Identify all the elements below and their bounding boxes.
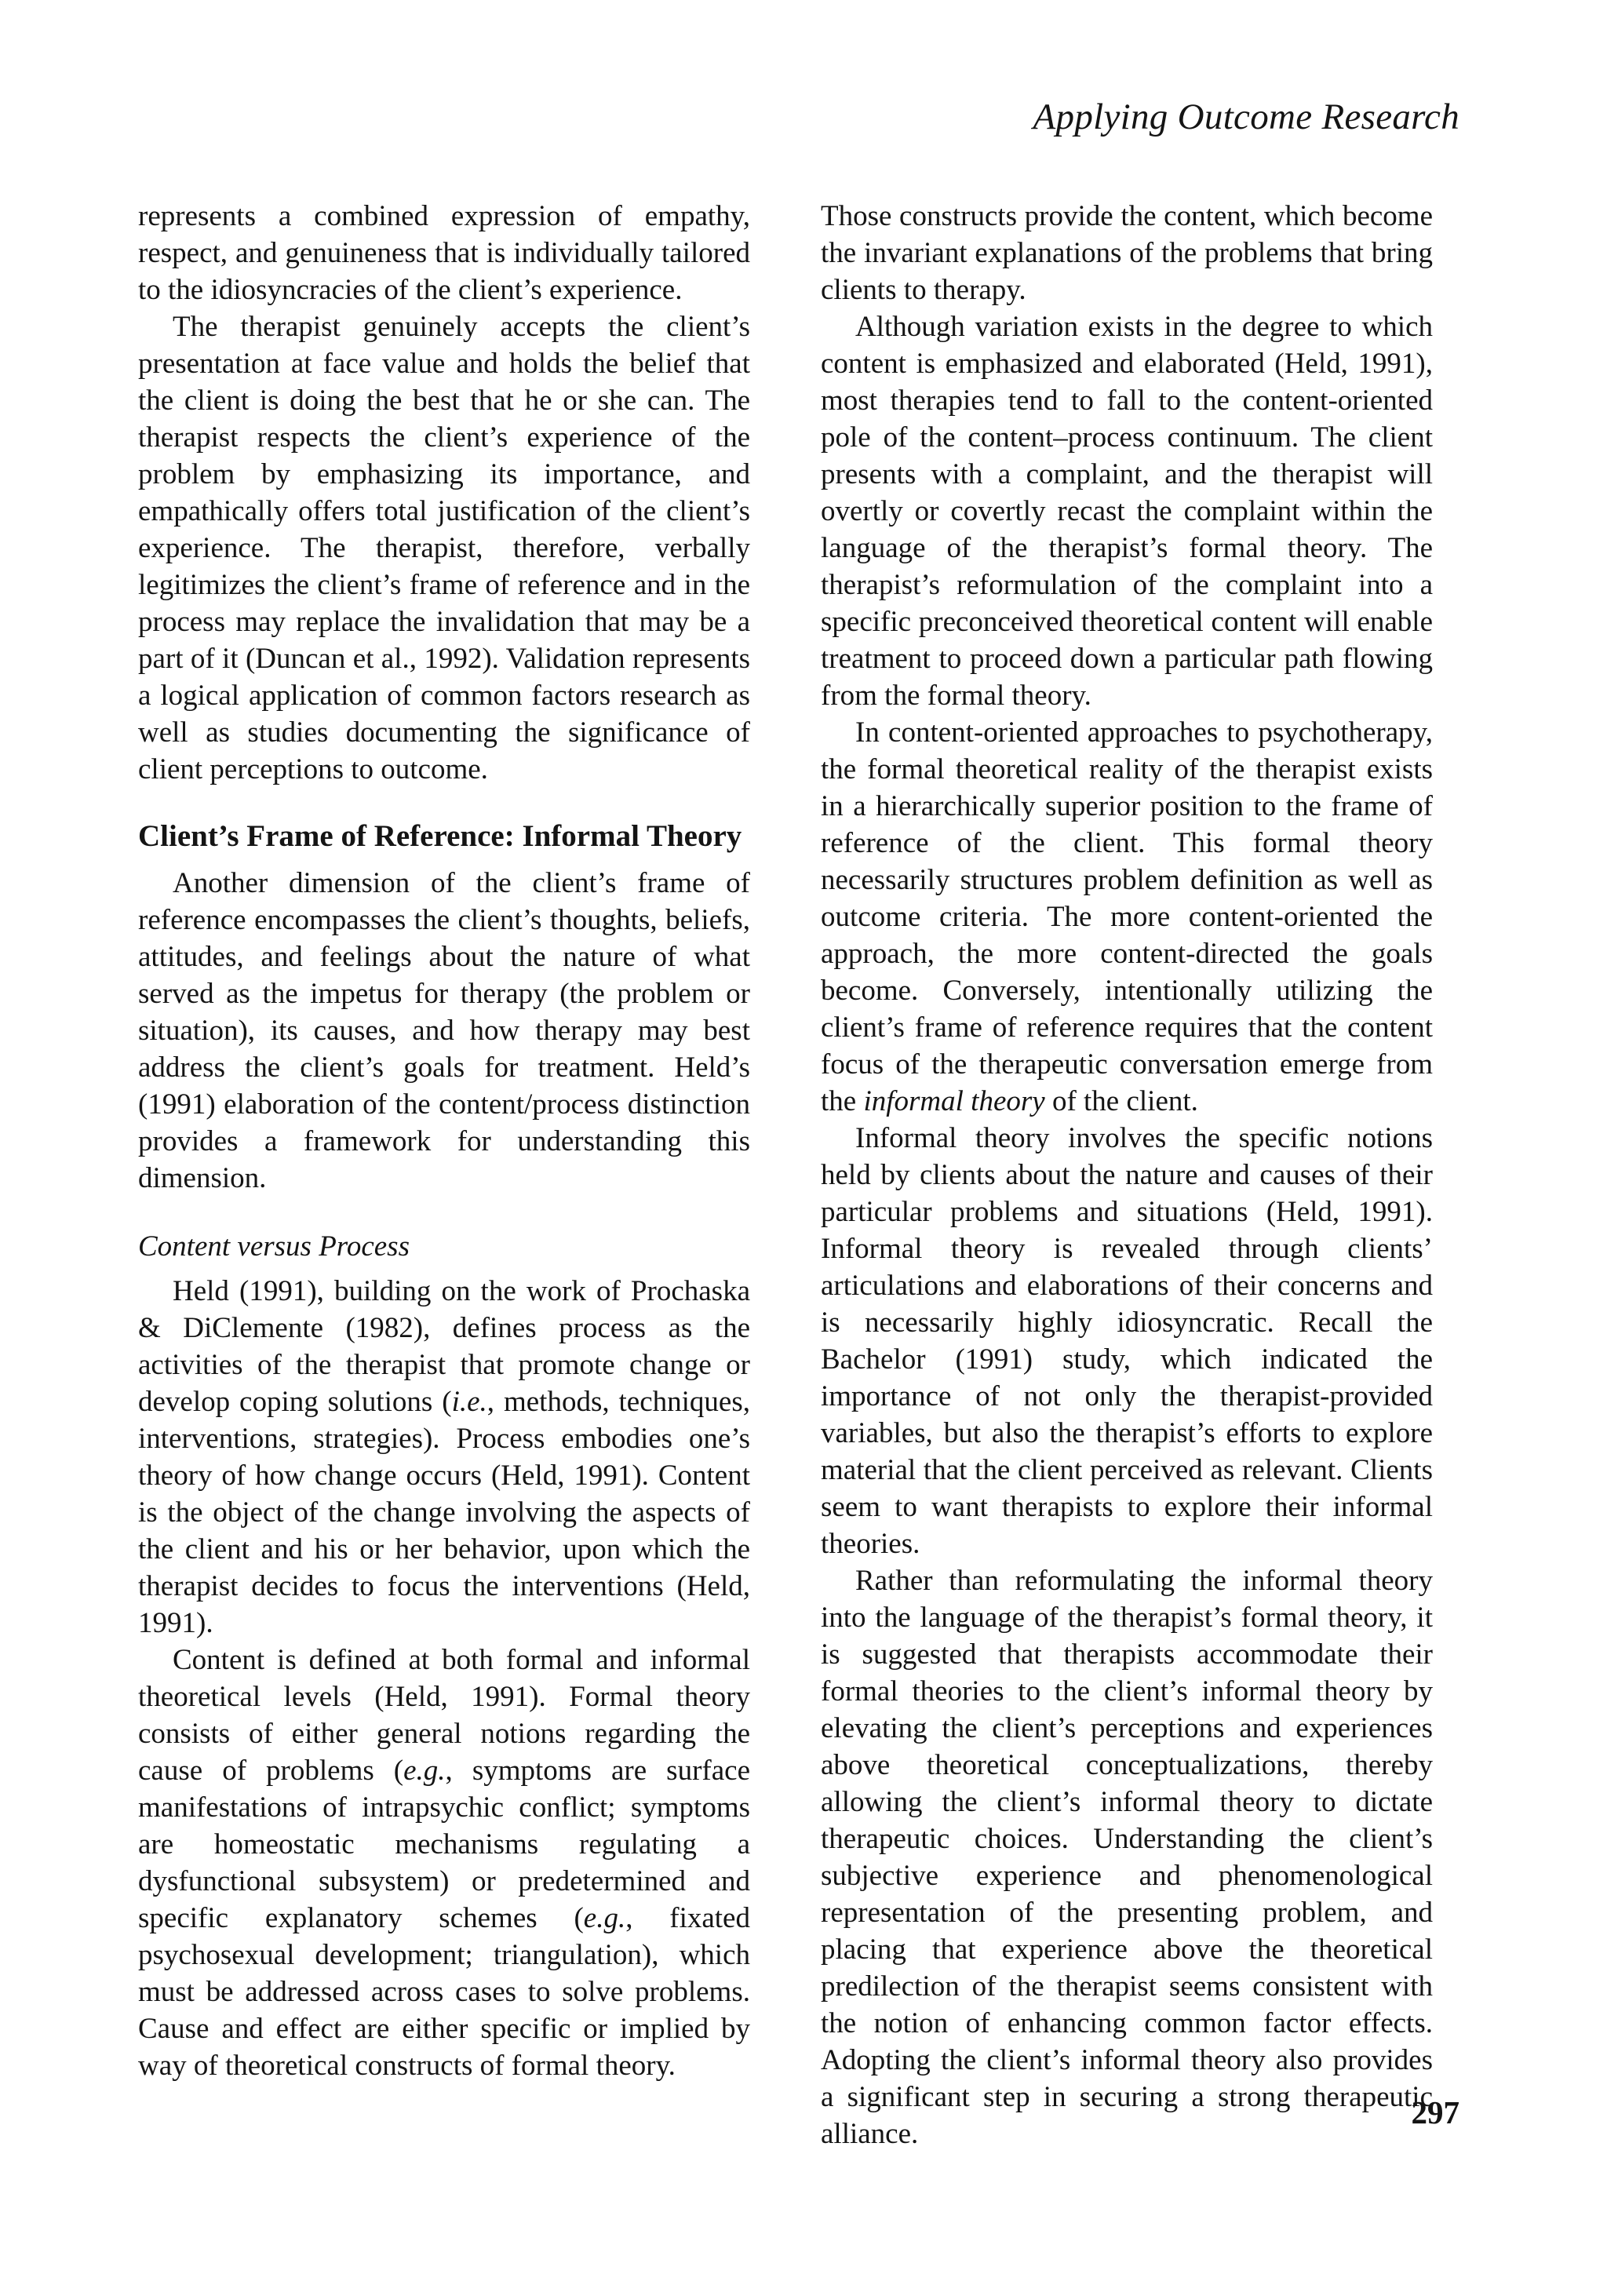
paragraph: Although variation exists in the degree to which content is emphasized and elaborated (Held, 1991), most therapies tend to fall to the content-oriented pole of the content–process continuum. The client presents with a complaint, and the therapist will overtly or covertly recast the complaint within the language of the therapist’s formal theory. The therapist’s reformulation of the complaint into a specific preconceived theoretical content will enable treatment to proceed down a particular path flowing from the formal theory. xyxy=(821,311,1433,712)
text-run: In content-oriented approaches to psychotherapy, the formal theoretical reality of the therapist exists in a hierarchically superior position to the frame of reference of the client. This formal theory necessarily structures problem definition as well as outcome criteria. The more content-oriented the approach, the more content-directed the goals become. Conversely, intentionally utilizing the client’s frame of reference requires that the content focus of the therapeutic conversation emerge from the xyxy=(821,716,1433,1117)
paragraph xyxy=(138,1273,750,1642)
page-number: 297 xyxy=(1411,2094,1459,2130)
paragraph: represents a combined expression of empathy, respect, and genuineness that is individually tailored to the idiosyncracies of the client’s experience. xyxy=(138,200,750,306)
italic-abbreviation: e.g. xyxy=(583,1902,626,1934)
text-run: of the client. xyxy=(1044,1085,1198,1117)
subsection-heading: Content versus Process xyxy=(138,1230,410,1263)
left-column xyxy=(138,198,750,2084)
paragraph: The therapist genuinely accepts the client’s presentation at face value and holds the belief that the client is doing the best that he or she can. The therapist respects the client’s experience of the problem by emphasizing its importance, and empathically offers total justification of the client’s experience. The therapist, therefore, verbally legitimizes the client’s frame of reference and in the process may replace the invalidation that may be a part of it (Duncan et al., 1992). Validation represents a logical application of common factors research as well as studies documenting the significance of client perceptions to outcome. xyxy=(138,311,750,785)
paragraph: Rather than reformulating the informal theory into the language of the therapist’s formal theory, it is suggested that therapists accommodate their formal theories to the client’s informal theory by elevating the client’s perceptions and experiences above theoretical conceptualizations, thereby allowing the client’s informal theory to dictate therapeutic choices. Understanding the client’s subjective experience and phenomenological representation of the presenting problem, and placing that experience above the theoretical predilection of the therapist seems consistent with the notion of enhancing common factor effects. Adopting the client’s informal theory also provides a significant step in securing a strong therapeutic alliance. xyxy=(821,1565,1433,2150)
paragraph: Informal theory involves the specific notions held by clients about the nature and causes of their particular problems and situations (Held, 1991). Informal theory is revealed through clients’ articulations and elaborations of their concerns and is necessarily highly idiosyncratic. Recall the Bachelor (1991) study, which indicated the importance of not only the therapist-provided variables, but also the therapist’s efforts to explore material that the client perceived as relevant. Clients seem to want therapists to explore their informal theories. xyxy=(821,1122,1433,1560)
italic-abbreviation: e.g. xyxy=(403,1755,446,1787)
text-run: Held (1991), building on the work of Prochaska & DiClemente (1982), defines process as the activities of the therapist that promote change or develop coping solutions ( xyxy=(138,1275,750,1418)
running-head: Applying Outcome Research xyxy=(1033,97,1459,137)
text-run: Content is defined at both formal and informal theoretical levels (Held, 1991). Formal theory consists of either general notions regarding the cause of problems ( xyxy=(138,1644,750,1787)
paragraph xyxy=(821,714,1433,1120)
text-run: , symptoms are surface manifestations of intrapsychic conflict; symptoms are homeostatic mechanisms regulating a dysfunctional subsystem) or predetermined and specific explanatory schemes ( xyxy=(138,1755,750,1934)
italic-abbreviation: i.e. xyxy=(451,1386,487,1418)
text-run: , methods, techniques, interventions, strategies). Process embodies one’s theory of how change occurs (Held, 1991). Content is the object of the change involving the aspects of the client and his or her behavior, upon which the therapist decides to focus the interventions (Held, 1991). xyxy=(138,1386,750,1639)
text-run: , fixated psychosexual development; triangulation), which must be addressed across cases to solve problems. Cause and effect are either specific or implied by way of theoretical constructs of formal theory. xyxy=(138,1902,750,2082)
section-heading: Client’s Frame of Reference: Informal Theory xyxy=(138,819,742,853)
paragraph: Another dimension of the client’s frame of reference encompasses the client’s thoughts, beliefs, attitudes, and feelings about the nature of what served as the impetus for therapy (the problem or situation), its causes, and how therapy may best address the client’s goals for treatment. Held’s (1991) elaboration of the content/process distinction provides a framework for understanding this dimension. xyxy=(138,867,750,1194)
right-column xyxy=(821,198,1433,2152)
italic-term: informal theory xyxy=(863,1085,1045,1117)
paragraph xyxy=(138,1642,750,2084)
paragraph: Those constructs provide the content, which become the invariant explanations of the problems that bring clients to therapy. xyxy=(821,200,1433,306)
